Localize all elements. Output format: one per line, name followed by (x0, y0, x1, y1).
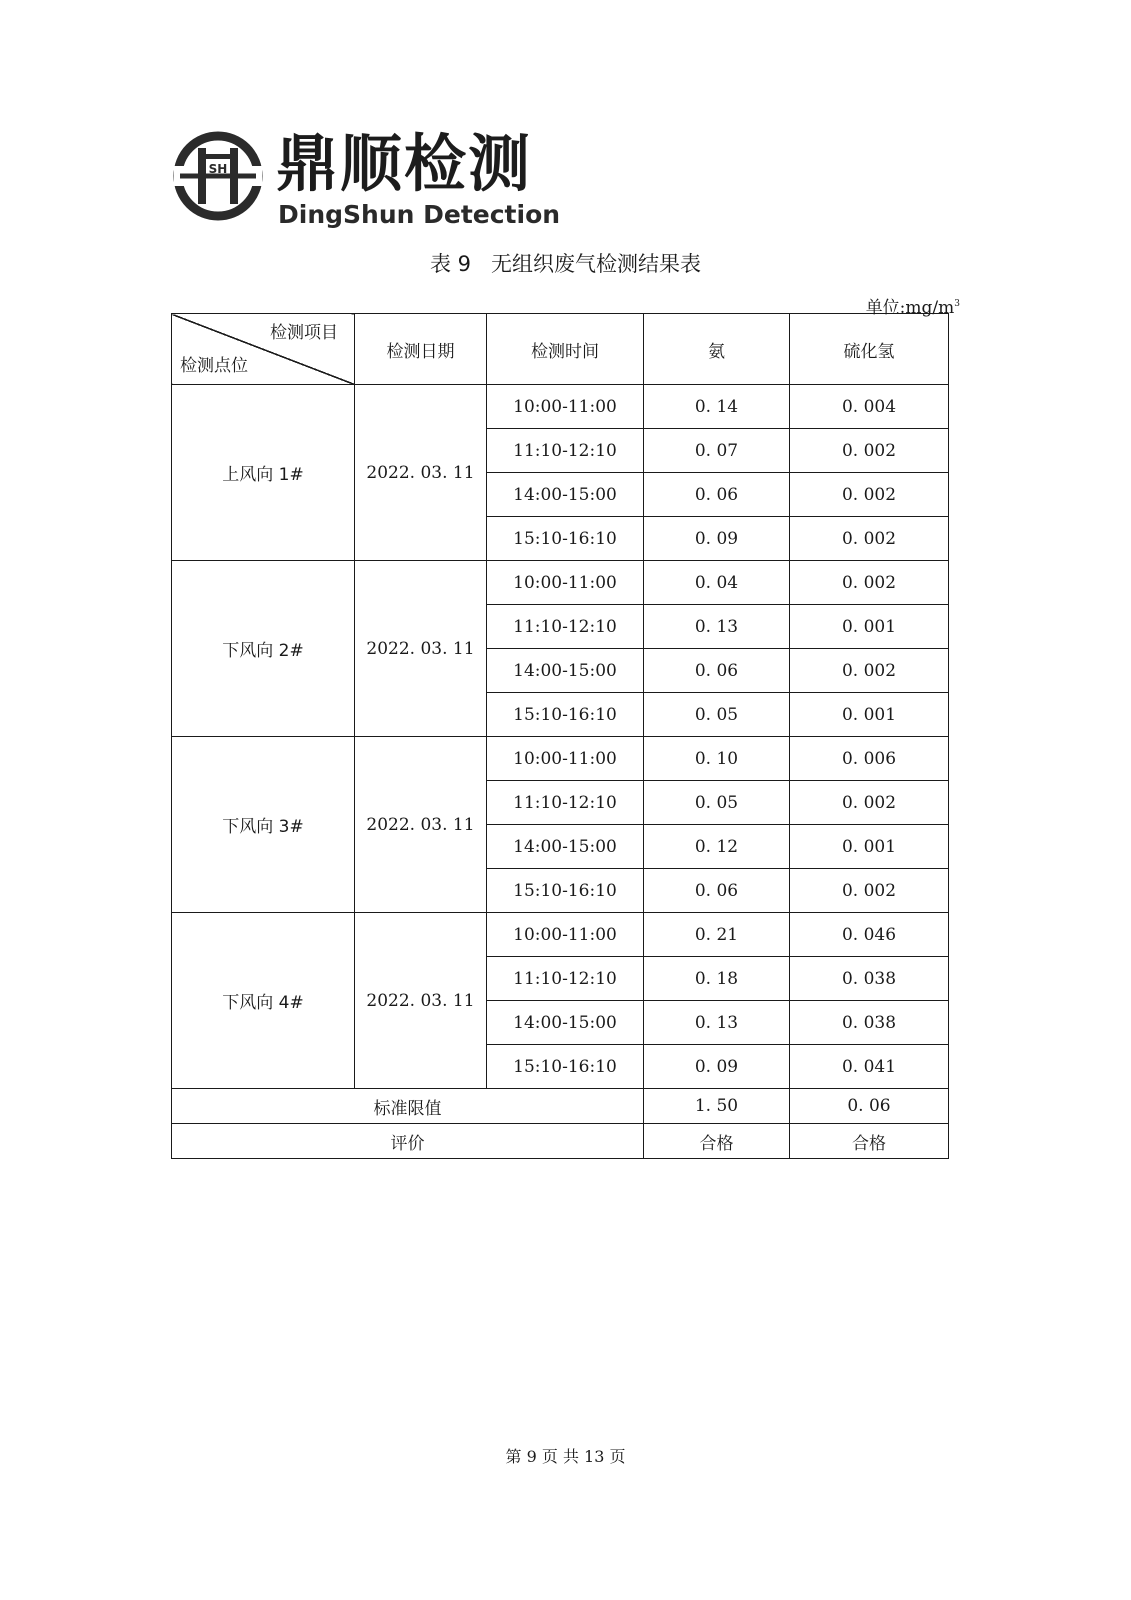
h2s-value: 0. 004 (790, 385, 949, 429)
logo-mark-letters: SH (208, 162, 228, 176)
h2s-value: 0. 002 (790, 429, 949, 473)
h2s-value: 0. 046 (790, 913, 949, 957)
table-row (172, 913, 949, 957)
h2s-value: 0. 001 (790, 825, 949, 869)
ammonia-value: 0. 09 (644, 1045, 790, 1089)
ammonia-value: 0. 09 (644, 517, 790, 561)
h2s-value: 0. 006 (790, 737, 949, 781)
sample-time: 11:10-12:10 (487, 957, 644, 1001)
evaluation-label: 评价 (172, 1124, 644, 1159)
ammonia-value: 0. 14 (644, 385, 790, 429)
table-header-row (172, 314, 949, 385)
evaluation-ammonia: 合格 (644, 1124, 790, 1159)
sample-time: 14:00-15:00 (487, 473, 644, 517)
sample-time: 15:10-16:10 (487, 693, 644, 737)
table-row (172, 385, 949, 429)
site-date: 2022. 03. 11 (355, 913, 487, 1089)
sample-time: 14:00-15:00 (487, 649, 644, 693)
ammonia-value: 0. 06 (644, 473, 790, 517)
logo-english-name: DingShun Detection (278, 200, 561, 229)
header-test-item: 检测项目 (270, 323, 338, 343)
ammonia-value: 0. 18 (644, 957, 790, 1001)
sample-time: 11:10-12:10 (487, 605, 644, 649)
sample-time: 10:00-11:00 (487, 913, 644, 957)
h2s-value: 0. 002 (790, 517, 949, 561)
header-time: 检测时间 (487, 314, 644, 385)
table-title: 表 9 无组织废气检测结果表 (429, 252, 702, 276)
h2s-value: 0. 002 (790, 649, 949, 693)
ammonia-value: 0. 10 (644, 737, 790, 781)
ammonia-value: 0. 07 (644, 429, 790, 473)
evaluation-h2s: 合格 (790, 1124, 949, 1159)
limit-row (172, 1089, 949, 1124)
h2s-value: 0. 038 (790, 957, 949, 1001)
results-table (171, 313, 949, 1159)
site-name: 下风向 2# (172, 561, 355, 737)
h2s-value: 0. 002 (790, 781, 949, 825)
site-date: 2022. 03. 11 (355, 561, 487, 737)
ammonia-value: 0. 05 (644, 693, 790, 737)
ammonia-value: 0. 05 (644, 781, 790, 825)
ammonia-value: 0. 12 (644, 825, 790, 869)
h2s-value: 0. 002 (790, 561, 949, 605)
sample-time: 10:00-11:00 (487, 737, 644, 781)
evaluation-row (172, 1124, 949, 1159)
site-name: 上风向 1# (172, 385, 355, 561)
sample-time: 14:00-15:00 (487, 1001, 644, 1045)
sample-time: 15:10-16:10 (487, 517, 644, 561)
logo-chinese-name: 鼎顺检测 (276, 127, 533, 200)
unit-superscript: 3 (954, 299, 960, 309)
limit-label: 标准限值 (172, 1089, 644, 1124)
ammonia-value: 0. 04 (644, 561, 790, 605)
table-row (172, 737, 949, 781)
sample-time: 10:00-11:00 (487, 561, 644, 605)
h2s-value: 0. 038 (790, 1001, 949, 1045)
ammonia-value: 0. 06 (644, 869, 790, 913)
sample-time: 15:10-16:10 (487, 869, 644, 913)
h2s-value: 0. 001 (790, 605, 949, 649)
sample-time: 15:10-16:10 (487, 1045, 644, 1089)
header-ammonia: 氨 (644, 314, 790, 385)
h2s-value: 0. 001 (790, 693, 949, 737)
logo-emblem-icon (172, 126, 264, 226)
site-name: 下风向 3# (172, 737, 355, 913)
h2s-value: 0. 002 (790, 473, 949, 517)
sample-time: 11:10-12:10 (487, 429, 644, 473)
table-body (172, 385, 949, 1089)
h2s-value: 0. 002 (790, 869, 949, 913)
page-number: 第 9 页 共 13 页 (505, 1447, 626, 1466)
ammonia-value: 0. 13 (644, 1001, 790, 1045)
sample-time: 10:00-11:00 (487, 385, 644, 429)
header-test-site: 检测点位 (180, 356, 248, 376)
limit-ammonia: 1. 50 (644, 1089, 790, 1124)
site-date: 2022. 03. 11 (355, 737, 487, 913)
site-date: 2022. 03. 11 (355, 385, 487, 561)
unit-prefix: 单位:mg/m (865, 298, 955, 318)
site-name: 下风向 4# (172, 913, 355, 1089)
sample-time: 11:10-12:10 (487, 781, 644, 825)
ammonia-value: 0. 21 (644, 913, 790, 957)
ammonia-value: 0. 06 (644, 649, 790, 693)
diagonal-header-cell (172, 314, 355, 385)
table-row (172, 561, 949, 605)
header-date: 检测日期 (355, 314, 487, 385)
limit-h2s: 0. 06 (790, 1089, 949, 1124)
header-h2s: 硫化氢 (790, 314, 949, 385)
ammonia-value: 0. 13 (644, 605, 790, 649)
sample-time: 14:00-15:00 (487, 825, 644, 869)
company-logo (172, 126, 561, 230)
h2s-value: 0. 041 (790, 1045, 949, 1089)
